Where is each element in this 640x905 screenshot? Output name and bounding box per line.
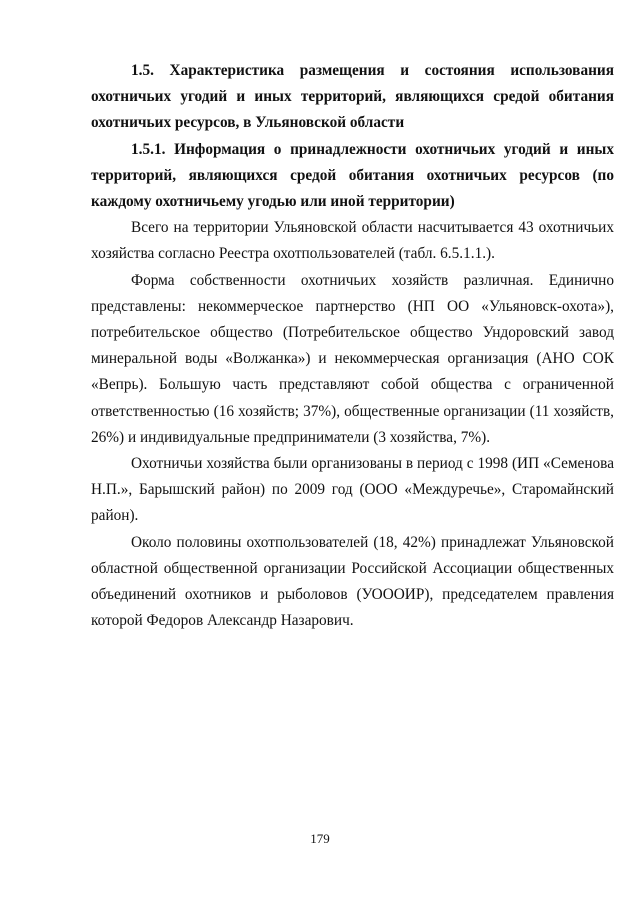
section-heading-1-5-1: 1.5.1. Информация о принадлежности охотничьих угодий и иных территорий, являющихся средой обитания охотничьих ресурсов (по каждому охотничьему угодью или иной территории) (91, 140, 614, 211)
page-number: 179 (310, 831, 330, 846)
body-paragraph: Форма собственности охотничьих хозяйств различная. Единично представлены: некоммерческое партнерство (НП ОО «Ульяновск-охота»), потребительское общество (Потребительское общество Ундоровский завод минеральной воды «Волжанка») и некоммерческая организация (АНО СОК «Вепрь). Большую часть представляют собой общества с ограниченной ответственностью (16 хозяйств; 37%), общественные организации (11 хозяйств, 26%) и индивидуальные предприниматели (3 хозяйства, 7%). (91, 271, 614, 446)
body-paragraph: Охотничьи хозяйства были организованы в период с 1998 (ИП «Семенова Н.П.», Барышский район) по 2009 год (ООО «Междуречье», Старомайнский район). (91, 455, 614, 525)
page-content (91, 58, 614, 634)
section-heading-1-5: 1.5. Характеристика размещения и состояния использования охотничьих угодий и иных территорий, являющихся средой обитания охотничьих ресурсов, в Ульяновской области (91, 62, 614, 132)
body-paragraph: Всего на территории Ульяновской области насчитывается 43 охотничьих хозяйства согласно Реестра охотпользователей (табл. 6.5.1.1.). (91, 219, 614, 263)
body-paragraph: Около половины охотпользователей (18, 42%) принадлежат Ульяновской областной общественной организации Российской Ассоциации общественных объединений охотников и рыболовов (УОООИР), председателем правления которой Федоров Александр Назарович. (91, 533, 614, 630)
